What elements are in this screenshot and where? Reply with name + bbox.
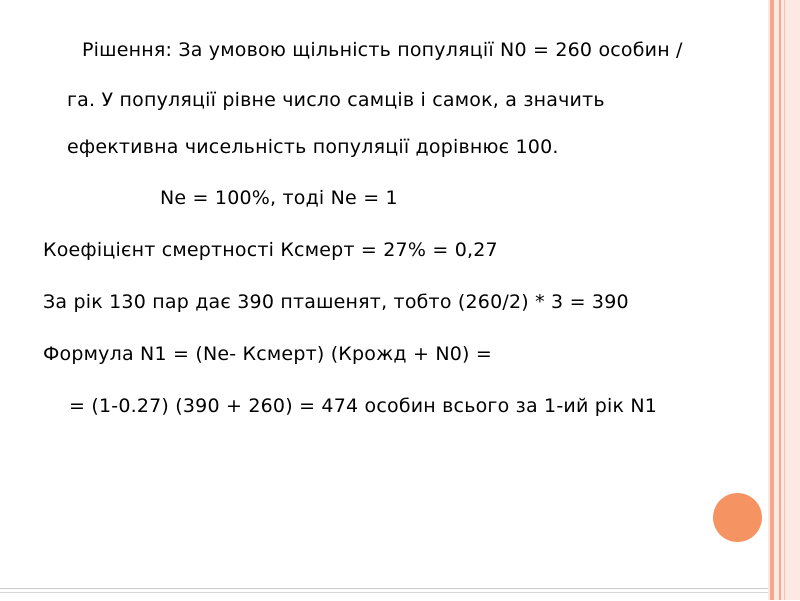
formula-line: Формула N1 = (Ne- Ксмерт) (Крожд + N0) = bbox=[43, 343, 493, 365]
text-line: га. У популяції рівне число самців і самок, а значить bbox=[67, 89, 605, 111]
mortality-coefficient-line: Коефіцієнт смертності Ксмерт = 27% = 0,27 bbox=[43, 239, 498, 261]
offspring-line: За рік 130 пар дає 390 пташенят, тобто (260/2) * 3 = 390 bbox=[43, 291, 629, 313]
text-line: ефективна чисельність популяції дорівнює 100. bbox=[67, 136, 559, 158]
border-stripe bbox=[784, 0, 785, 600]
result-line: = (1-0.27) (390 + 260) = 474 особин всього за 1-ий рік N1 bbox=[69, 395, 658, 417]
effective-number-line: Ne = 100%, тоді Ne = 1 bbox=[160, 187, 398, 209]
border-stripe bbox=[779, 0, 781, 600]
decorative-circle bbox=[713, 493, 762, 542]
solution-intro-line: Рішення: За умовою щільність популяції N0 = 260 особин / bbox=[82, 39, 683, 61]
border-stripe bbox=[770, 0, 774, 600]
bottom-edge bbox=[0, 588, 768, 601]
